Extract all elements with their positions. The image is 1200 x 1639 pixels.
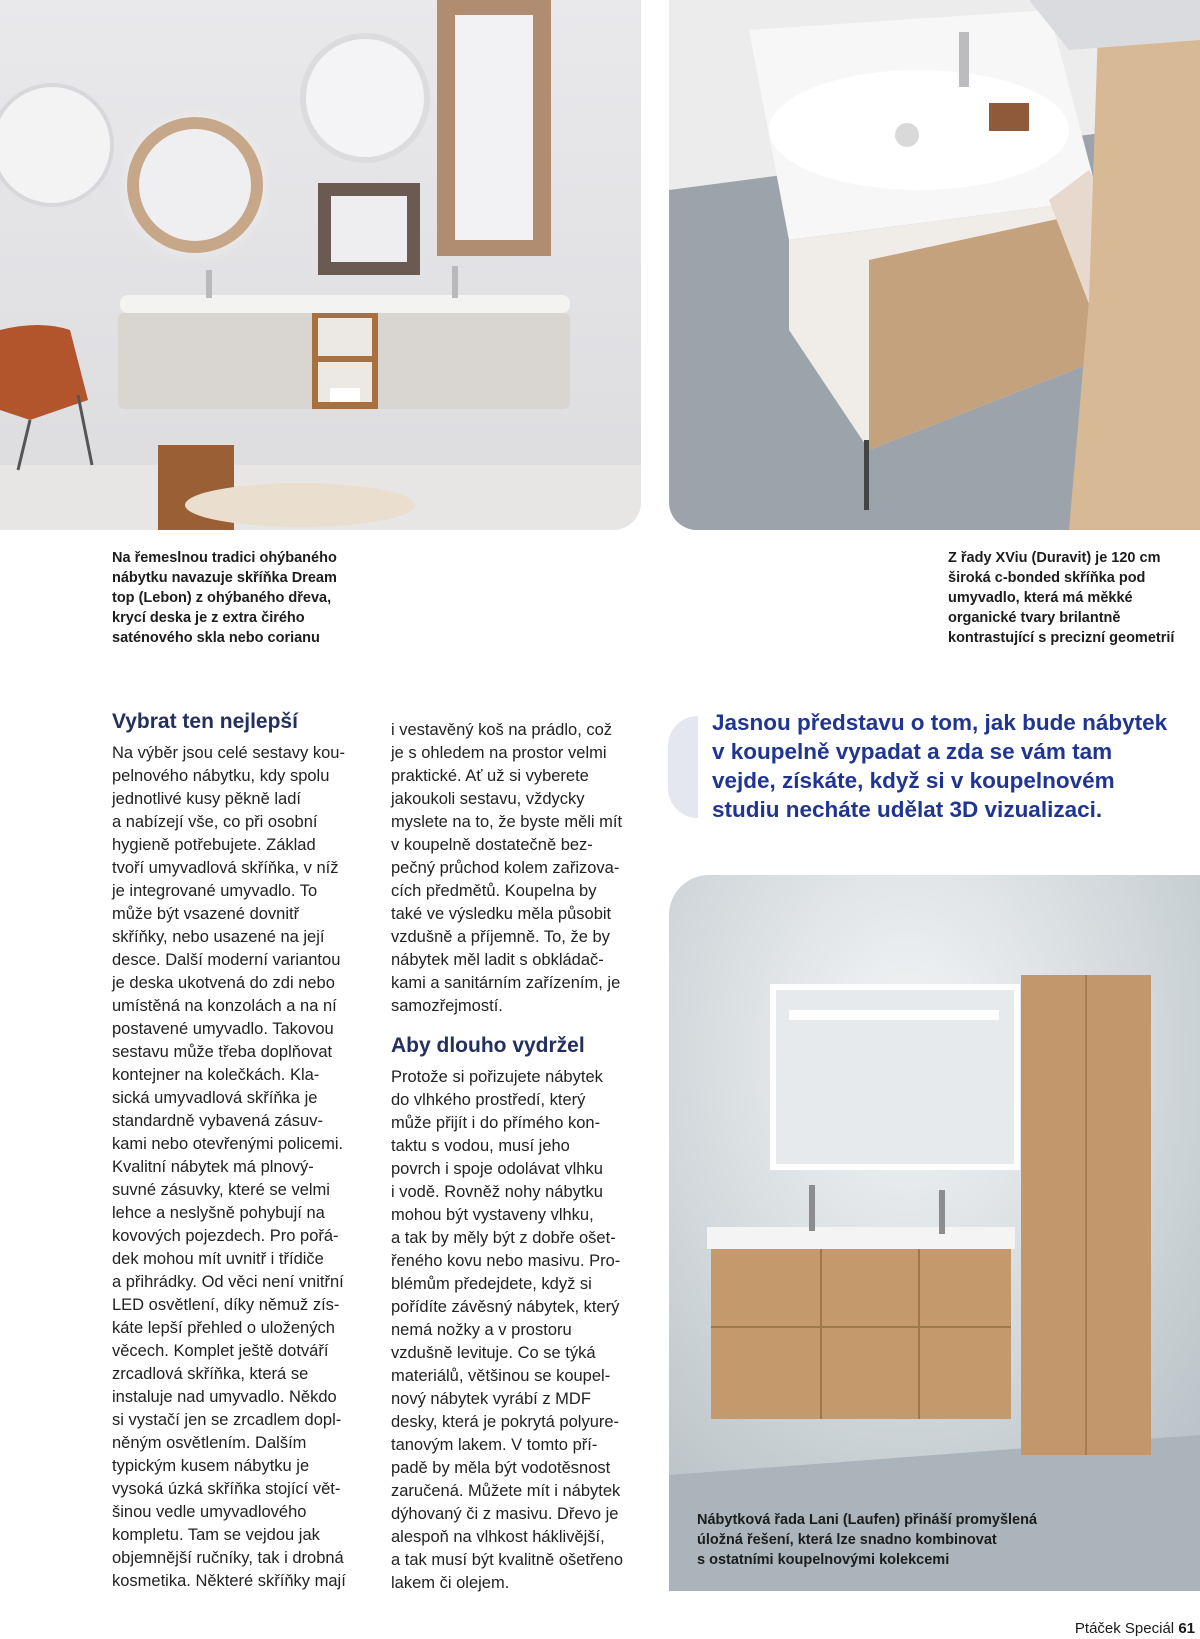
page-number: 61 [1178, 1620, 1195, 1637]
pullquote: Jasnou představu o tom, jak bude nábytek v koupelně vypadat a zda se vám tam vejde, získáte, když si v koupelnovém studiu necháte udělat 3D vizualizaci. [712, 710, 1168, 822]
photo-vanity-xviu [669, 0, 1200, 530]
article-column-1: Na výběr jsou celé sestavy kou- pelnového nábytku, kdy spolu jednotlivé kusy pěkně ladí a nabízejí vše, co při osobní hygieně potřebujete. Základ tvoří umyvadlová skříňka, v níž je integrované umyvadlo. To může být vsazené dovnitř skříňky, nebo usazené na její desce. Další moderní variantou je deska ukotvená do zdi nebo umístěná na konzolách a na ní postavené umyvadlo. Takovou sestavu může třeba doplňovat kontejner na kolečkách. Kla- sická umyvadlová skříňka je standardně vybavená zásuv- kami nebo otevřenými policemi. Kvalitní nábytek má plnový- suvné zásuvky, které se velmi lehce a neslyšně pohybují na kovových pojezdech. Pro pořá- dek mohou mít uvnitř i třídiče a přihrádky. Od věci není vnitřní LED osvětlení, díky němuž zís- káte lepší přehled o uložených věcech. Komplet ještě dotváří zrcadlová skříňka, která se instaluje nad umyvadlo. Někdo si vystačí jen se zrcadlem dopl- něným osvětlením. Dalším typickým kusem nábytku je vysoká úzká skříňka stojící vět- šinou vedle umyvadlového kompletu. Tam se vejdou jak objemnější ručníky, tak i drobná kosmetika. Některé skříňky mají [112, 744, 346, 1590]
page-footer [1075, 1620, 1195, 1637]
photo-vanity-lani [669, 875, 1200, 1591]
article-column-2-part-1: i vestavěný koš na prádlo, což je s ohledem na prostor velmi praktické. Ať už si vyberete jakoukoli sestavu, vždycky myslete na to, že byste měli mít v koupelně dostatečně bez- pečný průchod kolem zařizova- cích předmětů. Koupelna by také ve výsledku měla působit vzdušně a příjemně. To, že by nábytek měl ladit s obkládač- kami a sanitárním zařízením, je samozřejmostí. [391, 721, 623, 1015]
caption-dream-top: Na řemeslnou tradici ohýbaného nábytku navazuje skříňka Dream top (Lebon) z ohýbaného dřeva, krycí deska je z extra čirého saténového skla nebo corianu [112, 550, 337, 646]
heading-aby-dlouho-vydrzel: Aby dlouho vydržel [391, 1034, 585, 1057]
article-column-2-part-2: Protože si pořizujete nábytek do vlhkého prostředí, který může přijít i do přímého kon- taktu s vodou, musí jeho povrch i spoje odolávat vlhku i vodě. Rovněž nohy nábytku mohou být vystaveny vlhku, a tak by měly být z dobře ošet- řeného kovu nebo masivu. Pro- blémům předejdete, když si pořídíte závěsný nábytek, který nemá nožky a v prostoru vzdušně levituje. Co se týká materiálů, většinou se koupel- nový nábytek vyrábí z MDF desky, která je pokrytá polyure- tanovým lakem. V tomto pří- padě by měla být vodotěsnost zaručená. Můžete mít i nábytek dýhovaný či z masivu. Dřevo je alespoň na vlhkost háklivější, a tak musí být kvalitně ošetřeno lakem či olejem. [391, 1068, 624, 1592]
caption-xviu: Z řady XViu (Duravit) je 120 cm široká c-bonded skříňka pod umyvadlo, která má měkké organické tvary brilantně kontrastující s precizní geometrií [948, 550, 1175, 646]
caption-lani: Nábytková řada Lani (Laufen) přináší promyšlená úložná řešení, která lze snadno kombinovat s ostatními koupelnovými kolekcemi [697, 1512, 1038, 1568]
publication-name: Ptáček Speciál [1074, 1620, 1175, 1637]
pullquote-bracket-decoration [668, 716, 698, 818]
heading-vybrat-ten-nejlepsi: Vybrat ten nejlepší [112, 710, 298, 733]
photo-vanity-dream-top [0, 0, 641, 530]
